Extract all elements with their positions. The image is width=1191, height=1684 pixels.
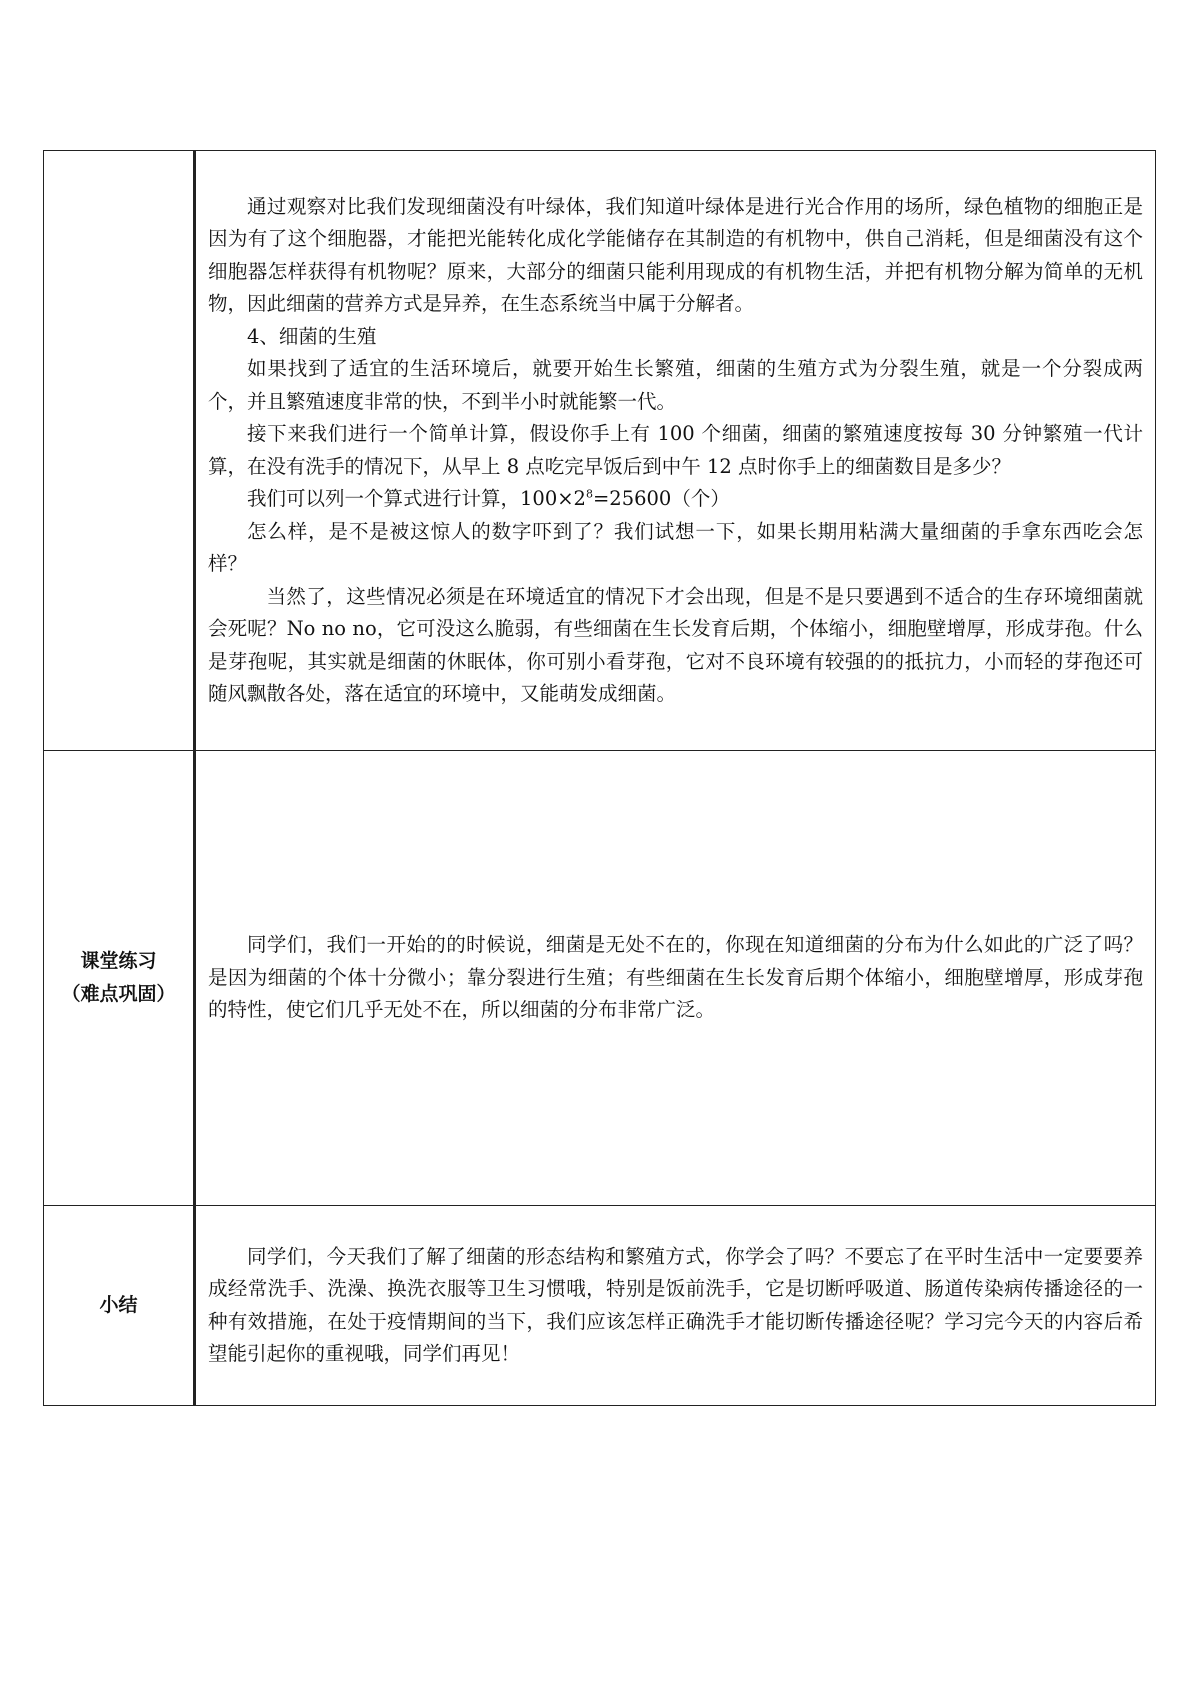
formula-prefix: 我们可以列一个算式进行计算，100×2: [247, 487, 586, 510]
content-cell: [195, 151, 1156, 751]
practice-label-line1: 课堂练习: [80, 950, 157, 972]
practice-cell: [195, 751, 1156, 1206]
row-label-summary: 小结: [44, 1206, 195, 1406]
paragraph-calculation-question: 接下来我们进行一个简单计算，假设你手上有 100 个细菌，细菌的繁殖速度按每 30 分钟繁殖一代计算，在没有洗手的情况下，从早上 8 点吃完早饭后到中午 12 点时你手上的细菌数目是多少？: [208, 422, 1143, 478]
table-row-content: [44, 151, 1156, 751]
lesson-plan-table: [43, 150, 1156, 1406]
paragraph-formula: [208, 483, 1143, 516]
row-label-empty: [44, 151, 195, 751]
paragraph-spores: 当然了，这些情况必须是在环境适宜的情况下才会出现，但是不是只要遇到不适合的生存环境细菌就会死呢？No no no，它可没这么脆弱，有些细菌在生长发育后期，个体缩小，细胞壁增厚，形成芽孢。什么是芽孢呢，其实就是细菌的休眠体，你可别小看芽孢，它对不良环境有较强的的抵抗力，小而轻的芽孢还可随风飘散各处，落在适宜的环境中，又能萌发成细菌。: [208, 584, 1143, 705]
practice-label-line2: （难点巩固）: [61, 983, 176, 1005]
table-row-summary: [44, 1206, 1156, 1406]
row-label-practice: [44, 751, 195, 1206]
formula-suffix: =25600（个）: [592, 487, 730, 510]
paragraph-fission: 如果找到了适宜的生活环境后，就要开始生长繁殖，细菌的生殖方式为分裂生殖，就是一个分裂成两个，并且繁殖速度非常的快，不到半小时就能繁一代。: [208, 357, 1143, 413]
section-heading-reproduction: 4、细菌的生殖: [247, 324, 377, 348]
paragraph-practice: 同学们，我们一开始的的时候说，细菌是无处不在的，你现在知道细菌的分布为什么如此的广泛了吗？是因为细菌的个体十分微小；靠分裂进行生殖；有些细菌在生长发育后期个体缩小，细胞壁增厚，形成芽孢的特性，使它们几乎无处不在，所以细菌的分布非常广泛。: [208, 933, 1143, 1022]
paragraph-summary: 同学们，今天我们了解了细菌的形态结构和繁殖方式，你学会了吗？不要忘了在平时生活中一定要要养成经常洗手、洗澡、换洗衣服等卫生习惯哦，特别是饭前洗手，它是切断呼吸道、肠道传染病传播途径的一种有效措施，在处于疫情期间的当下，我们应该怎样正确洗手才能切断传播途径呢？学习完今天的内容后希望能引起你的重视哦，同学们再见！: [208, 1244, 1143, 1365]
paragraph-nutrition: 通过观察对比我们发现细菌没有叶绿体，我们知道叶绿体是进行光合作用的场所，绿色植物的细胞正是因为有了这个细胞器，才能把光能转化成化学能储存在其制造的有机物中，供自己消耗，但是细菌没有这个细胞器怎样获得有机物呢？原来，大部分的细菌只能利用现成的有机物生活，并把有机物分解为简单的无机物，因此细菌的营养方式是异养，在生态系统当中属于分解者。: [208, 194, 1143, 315]
formula-exponent: 8: [585, 487, 593, 501]
paragraph-reflection: 怎么样，是不是被这惊人的数字吓到了？我们试想一下，如果长期用粘满大量细菌的手拿东西吃会怎样？: [208, 519, 1143, 575]
summary-cell: [195, 1206, 1156, 1406]
table-row-practice: [44, 751, 1156, 1206]
